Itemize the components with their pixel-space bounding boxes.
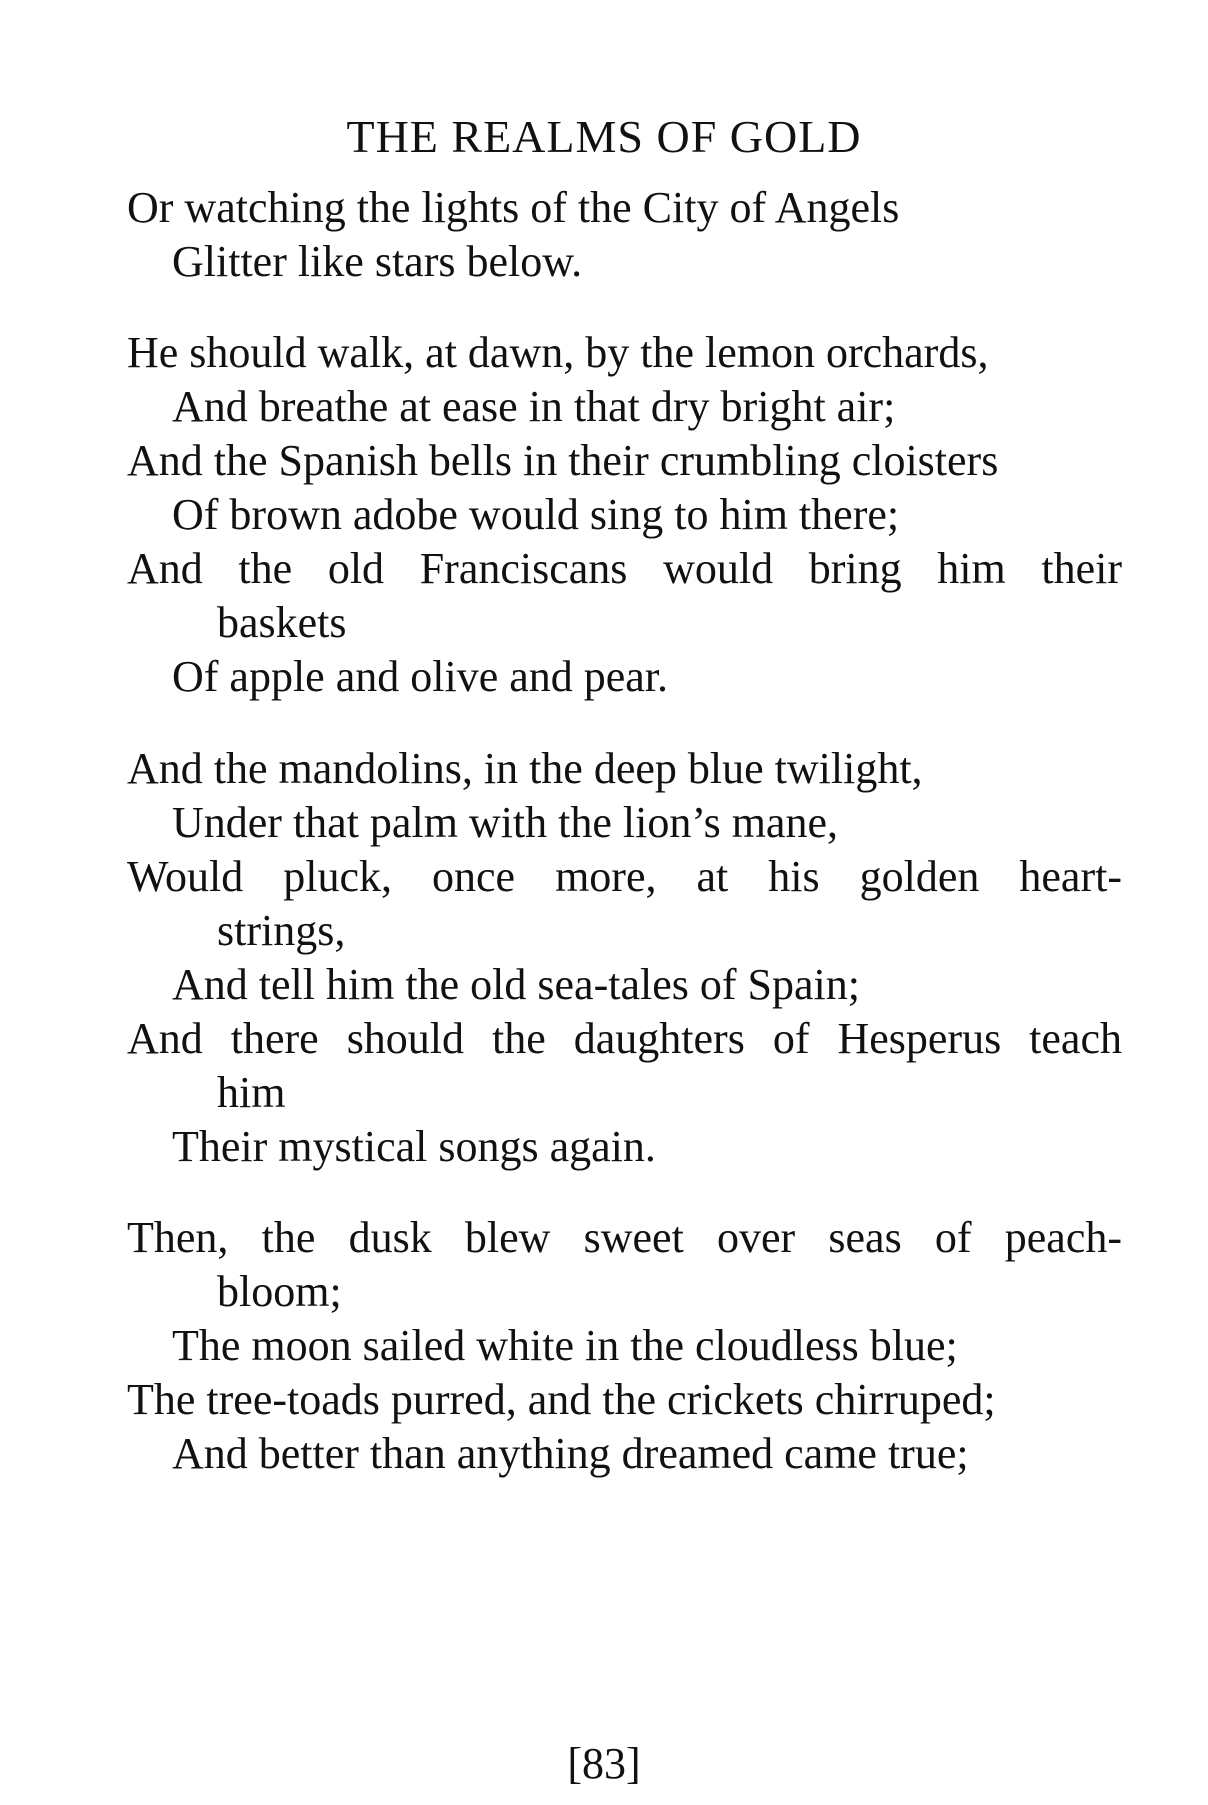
poem-line: He should walk, at dawn, by the lemon orchards, xyxy=(127,328,989,377)
poem-line: The moon sailed white in the cloudless blue; xyxy=(172,1321,958,1370)
poem-line: The tree-toads purred, and the crickets chirruped; xyxy=(127,1375,996,1424)
page-number: [83] xyxy=(567,1739,641,1788)
poem-line-continuation: strings, xyxy=(217,906,346,955)
poem-line: And there should the daughters of Hesperus teach xyxy=(127,1014,1122,1063)
poem-line-continuation: him xyxy=(217,1068,286,1117)
poem-line: And the old Franciscans would bring him their xyxy=(127,544,1122,593)
poem-line: Of apple and olive and pear. xyxy=(172,652,669,701)
poem-line: Of brown adobe would sing to him there; xyxy=(172,490,900,539)
poem-line: Their mystical songs again. xyxy=(172,1122,656,1171)
poem-line: Then, the dusk blew sweet over seas of peach- xyxy=(127,1213,1122,1262)
poem-line-continuation: baskets xyxy=(217,598,347,647)
poem-line: Under that palm with the lion’s mane, xyxy=(172,798,838,847)
poem-line: And tell him the old sea-tales of Spain; xyxy=(172,960,860,1009)
poem-line: And breathe at ease in that dry bright air; xyxy=(172,382,896,431)
poem-line: Glitter like stars below. xyxy=(172,237,583,286)
poem-line: And better than anything dreamed came true; xyxy=(172,1429,969,1478)
running-title: THE REALMS OF GOLD xyxy=(346,111,862,162)
poem-line-continuation: bloom; xyxy=(217,1267,342,1316)
poem-line: Or watching the lights of the City of Angels xyxy=(127,183,900,232)
poem-line: And the mandolins, in the deep blue twilight, xyxy=(127,744,923,793)
poem-line: And the Spanish bells in their crumbling cloisters xyxy=(127,436,999,485)
poem-line: Would pluck, once more, at his golden heart- xyxy=(127,852,1122,901)
